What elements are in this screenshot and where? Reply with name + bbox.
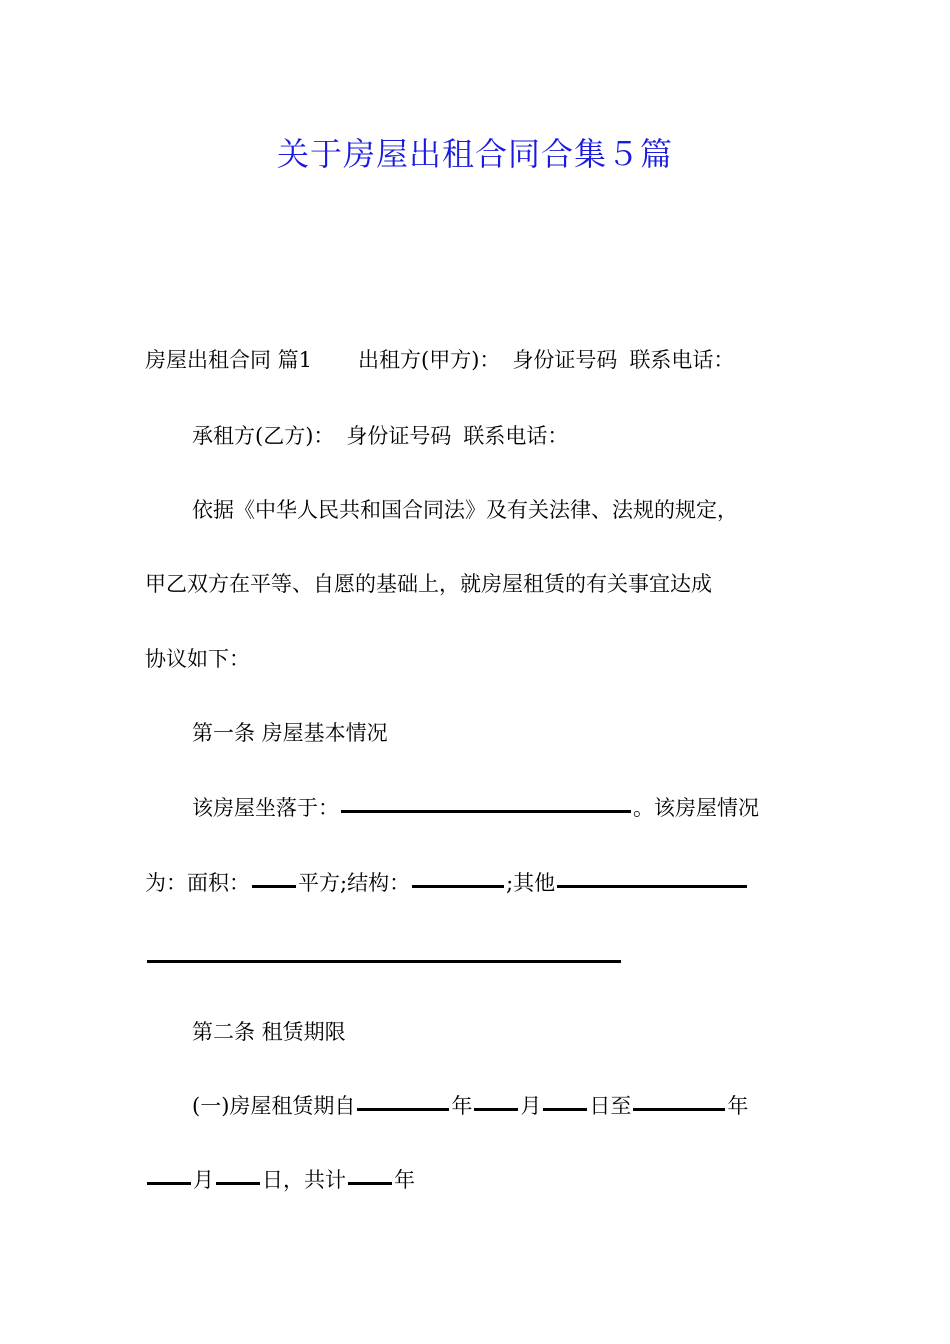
line-8 (145, 865, 749, 901)
total-years-blank[interactable] (348, 1182, 392, 1185)
year-label: 年 (394, 1168, 415, 1192)
article-2-heading: 第二条 租赁期限 (192, 1020, 346, 1044)
year-label: 年 (451, 1094, 473, 1118)
line-12 (145, 1162, 415, 1198)
phone-label: 联系电话： (463, 424, 569, 448)
end-month-blank[interactable] (147, 1182, 191, 1185)
area-label: 为：面积： (145, 871, 250, 895)
day-to-label: 日至 (589, 1094, 632, 1118)
line-2 (192, 418, 568, 454)
document-title: 关于房屋出租合同合集５篇 (276, 135, 673, 173)
other-label: ;其他 (506, 871, 556, 895)
paragraph-line: 协议如下： (145, 647, 250, 671)
line-11 (192, 1088, 748, 1124)
start-month-blank[interactable] (474, 1108, 518, 1111)
other-blank[interactable] (557, 885, 747, 888)
start-year-blank[interactable] (357, 1108, 449, 1111)
area-blank[interactable] (252, 885, 296, 888)
contract-heading: 房屋出租合同 篇1 (145, 348, 313, 372)
paragraph-line: 甲乙双方在平等、自愿的基础上，就房屋租赁的有关事宜达成 (145, 572, 712, 596)
article-1-heading: 第一条 房屋基本情况 (192, 721, 388, 745)
month-label: 月 (520, 1094, 542, 1118)
lessor-label: 出租方(甲方)： (358, 348, 501, 372)
other-blank-continued[interactable] (147, 960, 621, 963)
line-1 (145, 342, 734, 378)
line-7 (192, 790, 759, 826)
month-label: 月 (193, 1168, 214, 1192)
location-label: 该房屋坐落于： (192, 796, 339, 820)
lessee-label: 承租方(乙方)： (192, 424, 335, 448)
line-9 (145, 940, 623, 976)
end-day-blank[interactable] (216, 1182, 260, 1185)
phone-label: 联系电话： (629, 348, 735, 372)
structure-label: 平方;结构： (298, 871, 411, 895)
term-from-label: (一)房屋租赁期自 (192, 1094, 356, 1118)
location-blank[interactable] (341, 810, 631, 813)
start-day-blank[interactable] (543, 1108, 587, 1111)
paragraph-line: 依据《中华人民共和国合同法》及有关法律、法规的规定， (192, 498, 738, 522)
structure-blank[interactable] (412, 885, 504, 888)
end-year-blank[interactable] (633, 1108, 725, 1111)
id-number-label: 身份证号码 (346, 424, 452, 448)
year-label: 年 (727, 1094, 749, 1118)
total-label: 日，共计 (262, 1168, 346, 1192)
condition-label: 。该房屋情况 (633, 796, 759, 820)
id-number-label: 身份证号码 (512, 348, 618, 372)
